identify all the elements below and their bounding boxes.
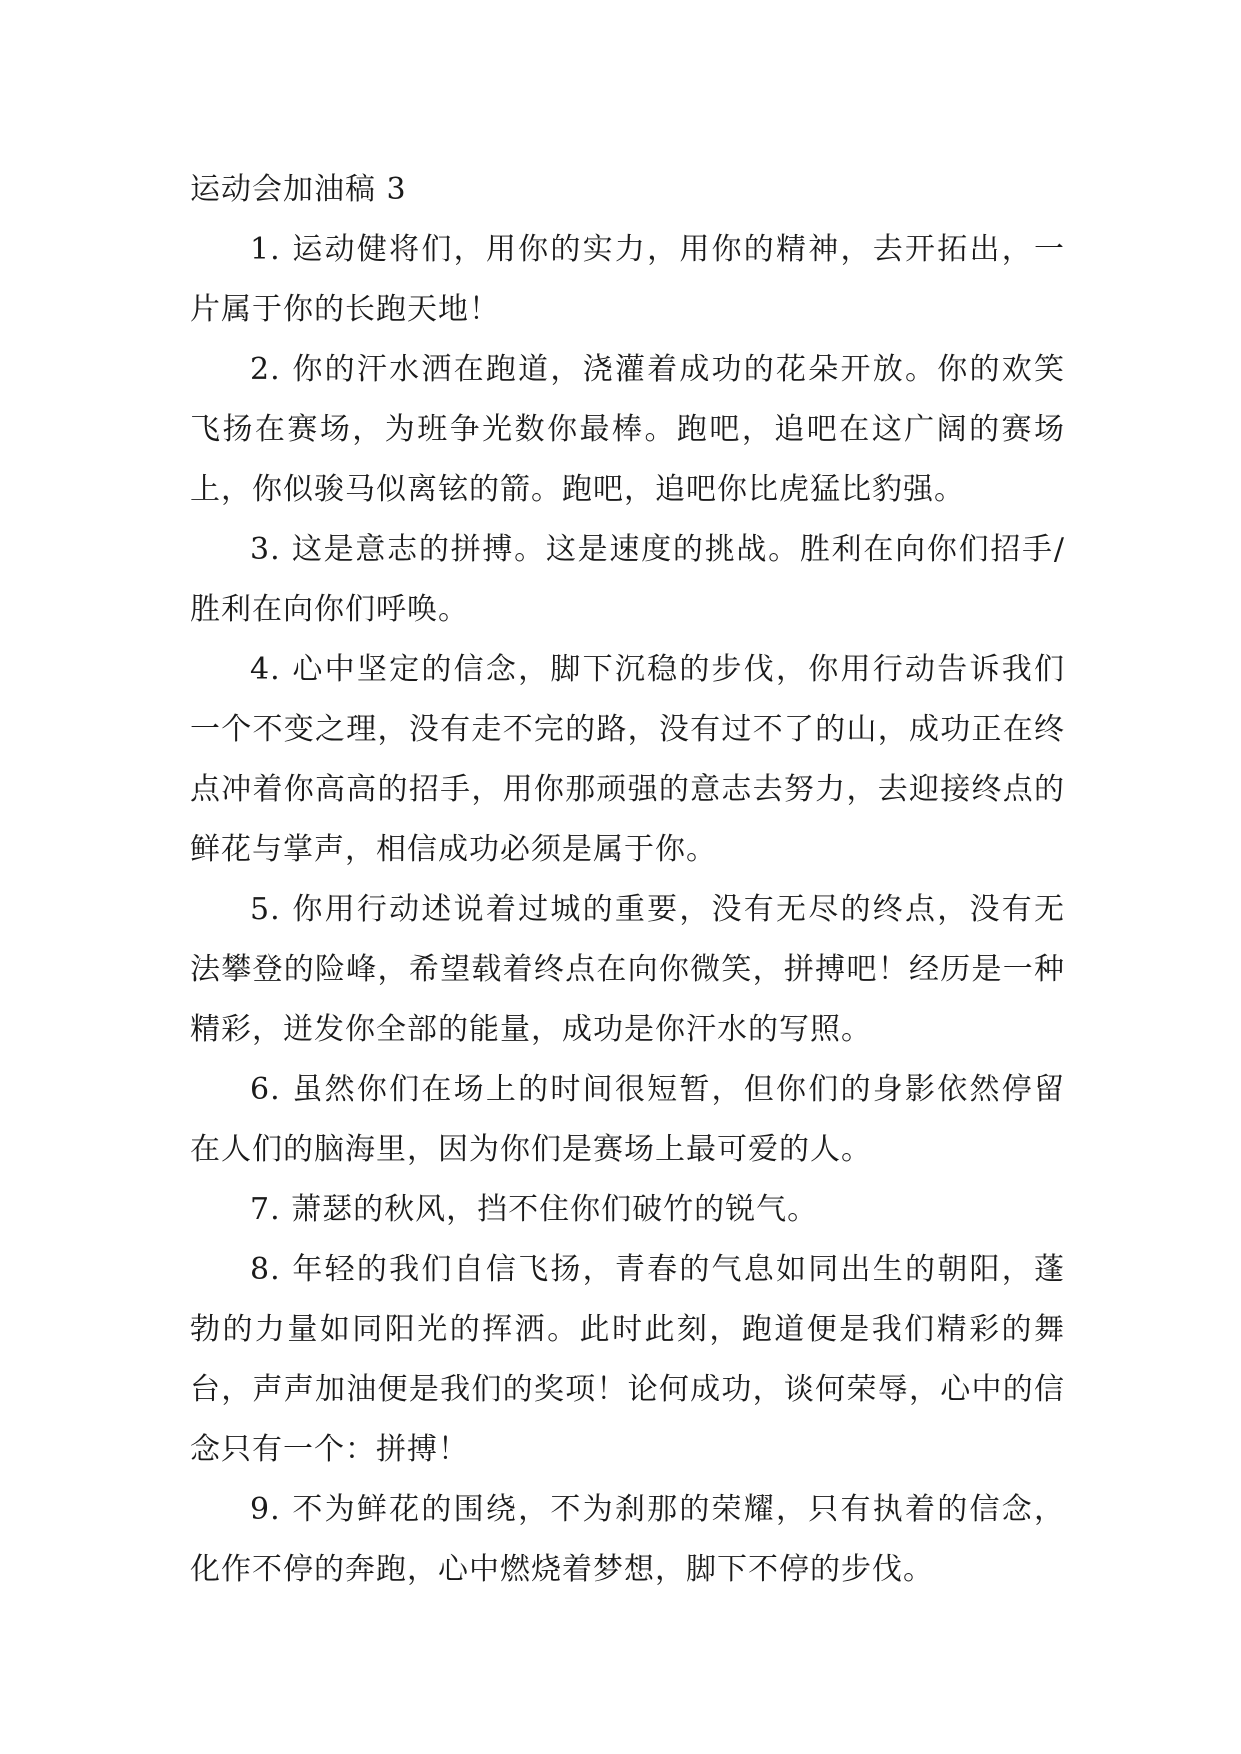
paragraph-5: 5. 你用行动述说着过城的重要，没有无尽的终点，没有无法攀登的险峰，希望载着终点在向你微笑，拼搏吧！经历是一种精彩，迸发你全部的能量，成功是你汗水的写照。: [190, 892, 1065, 1047]
paragraph-2: 2. 你的汗水洒在跑道，浇灌着成功的花朵开放。你的欢笑飞扬在赛场，为班争光数你最棒。跑吧，追吧在这广阔的赛场上，你似骏马似离铉的箭。跑吧，追吧你比虎猛比豹强。: [190, 352, 1065, 507]
paragraph-3: 3. 这是意志的拼搏。这是速度的挑战。胜利在向你们招手/胜利在向你们呼唤。: [190, 532, 1065, 627]
paragraph-7: 7. 萧瑟的秋风，挡不住你们破竹的锐气。: [250, 1192, 819, 1227]
document-title: 运动会加油稿 3: [190, 172, 407, 207]
paragraph-8: 8. 年轻的我们自信飞扬，青春的气息如同出生的朝阳，蓬勃的力量如同阳光的挥洒。此时此刻，跑道便是我们精彩的舞台，声声加油便是我们的奖项！论何成功，谈何荣辱，心中的信念只有一个：拼搏！: [190, 1252, 1065, 1467]
paragraph-1: 1. 运动健将们，用你的实力，用你的精神，去开拓出，一片属于你的长跑天地！: [190, 232, 1065, 327]
paragraph-4: 4. 心中坚定的信念，脚下沉稳的步伐，你用行动告诉我们一个不变之理，没有走不完的路，没有过不了的山，成功正在终点冲着你高高的招手，用你那顽强的意志去努力，去迎接终点的鲜花与掌声，相信成功必须是属于你。: [190, 652, 1065, 867]
paragraph-9: 9. 不为鲜花的围绕，不为刹那的荣耀，只有执着的信念，化作不停的奔跑，心中燃烧着梦想，脚下不停的步伐。: [190, 1492, 1065, 1587]
document-body: [190, 160, 1065, 1600]
paragraph-6: 6. 虽然你们在场上的时间很短暂，但你们的身影依然停留在人们的脑海里，因为你们是赛场上最可爱的人。: [190, 1072, 1065, 1167]
